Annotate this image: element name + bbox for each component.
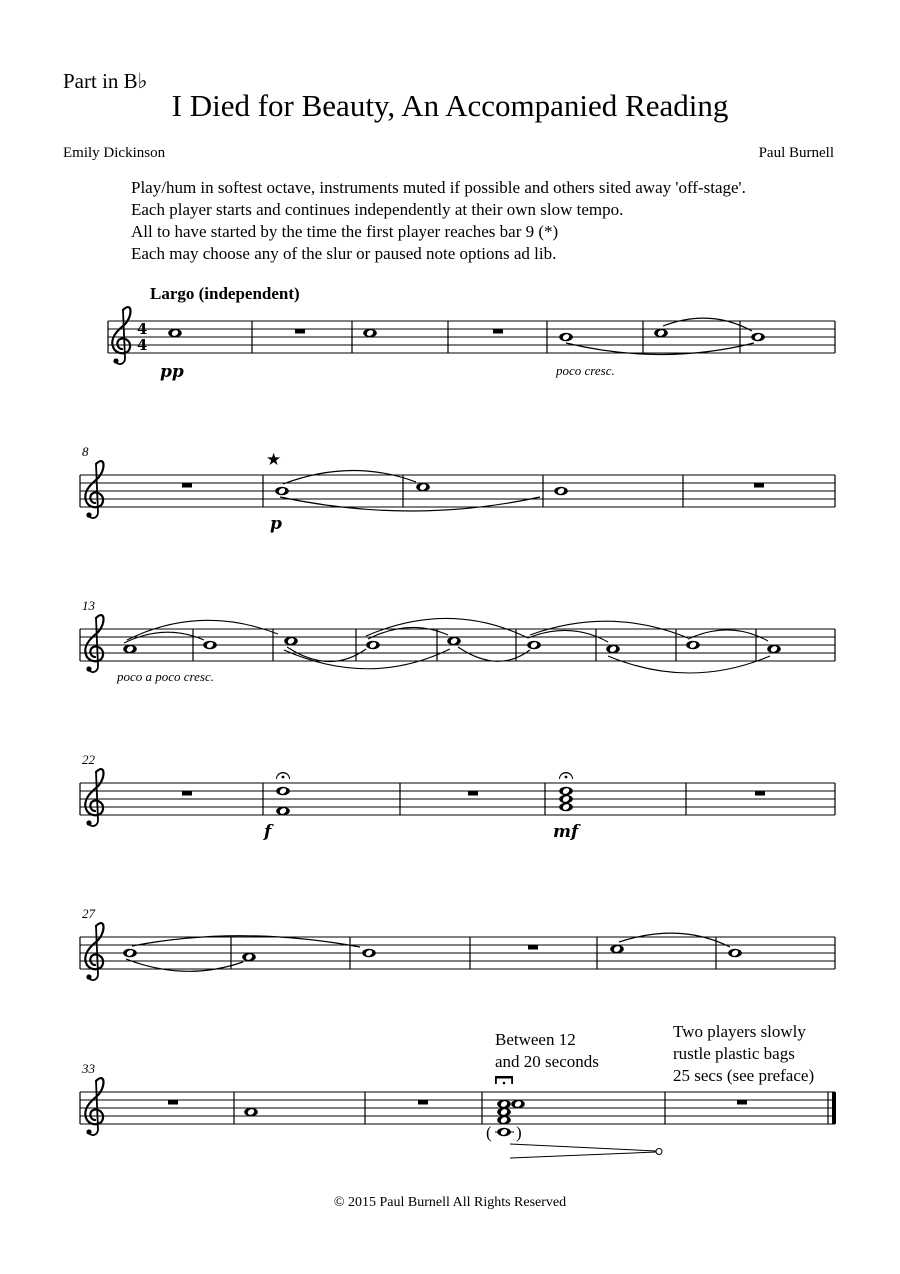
instruction-line: Each player starts and continues independently at their own slow tempo.: [131, 200, 624, 219]
parenthesis: (: [486, 1123, 492, 1142]
note: [366, 641, 380, 650]
dynamic-marking: pp: [160, 362, 184, 382]
instruction-line: Play/hum in softest octave, instruments muted if possible and others sited away 'off-stage'.: [131, 178, 746, 197]
system-4: [80, 752, 835, 842]
whole-rest: [295, 329, 305, 334]
note: [767, 645, 781, 654]
staff-lines: [108, 321, 835, 353]
instruction-line: All to have started by the time the first player reaches bar 9 (*): [131, 222, 559, 241]
note: [276, 807, 290, 816]
note: [362, 949, 376, 958]
note: [686, 641, 700, 650]
system-5: [80, 906, 835, 980]
whole-rest: [493, 329, 503, 334]
note: [728, 949, 742, 958]
performance-direction: Two players slowly: [673, 1022, 806, 1041]
treble-clef-icon: [85, 461, 103, 518]
whole-rest: [755, 791, 765, 796]
whole-rest: [168, 1100, 178, 1105]
slur: [283, 470, 416, 484]
note: [511, 1100, 525, 1109]
whole-rest: [754, 483, 764, 488]
slur: [530, 621, 688, 638]
slur: [284, 649, 450, 669]
performance-direction: Between 12: [495, 1030, 576, 1049]
note: [606, 645, 620, 654]
measure-number: 22: [82, 752, 95, 767]
system-3: [80, 598, 835, 684]
treble-clef-icon: [85, 1078, 103, 1135]
time-signature-bottom: 4: [137, 336, 148, 354]
whole-rest: [468, 791, 478, 796]
measure-number: 33: [82, 1061, 95, 1076]
slur: [608, 656, 770, 673]
note: [276, 787, 290, 796]
whole-rest: [182, 483, 192, 488]
treble-clef-icon: [85, 923, 103, 980]
note: [554, 487, 568, 496]
copyright-footer: © 2015 Paul Burnell All Rights Reserved: [333, 1195, 567, 1210]
performance-direction: 25 secs (see preface): [673, 1066, 815, 1085]
staff-lines: [80, 783, 835, 815]
note: [203, 641, 217, 650]
note: [497, 1116, 511, 1125]
dynamic-marking: f: [264, 822, 272, 842]
part-label: Part in B♭: [63, 69, 148, 93]
slur: [287, 647, 366, 662]
square-fermata-icon: [495, 1076, 513, 1084]
note: [527, 641, 541, 650]
staff-lines: [80, 937, 835, 969]
note: [244, 1108, 258, 1117]
note: [123, 949, 137, 958]
whole-rest: [528, 945, 538, 950]
page-title: I Died for Beauty, An Accompanied Reading: [171, 88, 729, 123]
staff-lines: [80, 1092, 835, 1124]
parenthesis: ): [516, 1123, 522, 1142]
note: [168, 329, 182, 338]
note: [559, 803, 573, 812]
slur: [124, 632, 204, 643]
whole-rest: [182, 791, 192, 796]
slur: [458, 647, 530, 661]
note: [123, 645, 137, 654]
star-marking: ★: [266, 450, 282, 469]
measure-number: 8: [82, 444, 89, 459]
performance-direction: rustle plastic bags: [673, 1044, 795, 1063]
note: [497, 1100, 511, 1109]
fermata-icon: [276, 772, 290, 779]
note: [559, 333, 573, 342]
system-6: [80, 1022, 836, 1158]
expression-marking: poco cresc.: [556, 363, 615, 378]
note: [654, 329, 668, 338]
measure-number: 13: [82, 598, 95, 613]
note: [559, 787, 573, 796]
note: [242, 953, 256, 962]
whole-rest: [418, 1100, 428, 1105]
diminuendo-hairpin: [510, 1144, 662, 1158]
system-1: [108, 284, 835, 382]
performance-direction: and 20 seconds: [495, 1052, 599, 1071]
note: [497, 1128, 511, 1137]
note: [416, 483, 430, 492]
final-barline: [832, 1092, 836, 1124]
fermata-icon: [559, 772, 573, 779]
note: [275, 487, 289, 496]
instruction-line: Each may choose any of the slur or paused note options ad lib.: [131, 244, 557, 263]
dynamic-marking: mf: [553, 822, 579, 842]
poet-name: Emily Dickinson: [63, 145, 166, 161]
treble-clef-icon: [112, 307, 130, 364]
note: [751, 333, 765, 342]
expression-marking: poco a poco cresc.: [117, 669, 214, 684]
treble-clef-icon: [85, 769, 103, 826]
composer-name: Paul Burnell: [758, 145, 834, 161]
measure-number: 27: [82, 906, 95, 921]
system-2: [80, 444, 835, 534]
note: [559, 795, 573, 804]
note: [363, 329, 377, 338]
note: [497, 1108, 511, 1117]
time-signature-top: 4: [137, 320, 148, 338]
dynamic-marking: p: [270, 514, 282, 534]
whole-rest: [737, 1100, 747, 1105]
note: [284, 637, 298, 646]
treble-clef-icon: [85, 615, 103, 672]
note: [447, 637, 461, 646]
tempo-marking: Largo (independent): [150, 284, 300, 303]
staff-lines: [80, 475, 835, 507]
note: [610, 945, 624, 954]
